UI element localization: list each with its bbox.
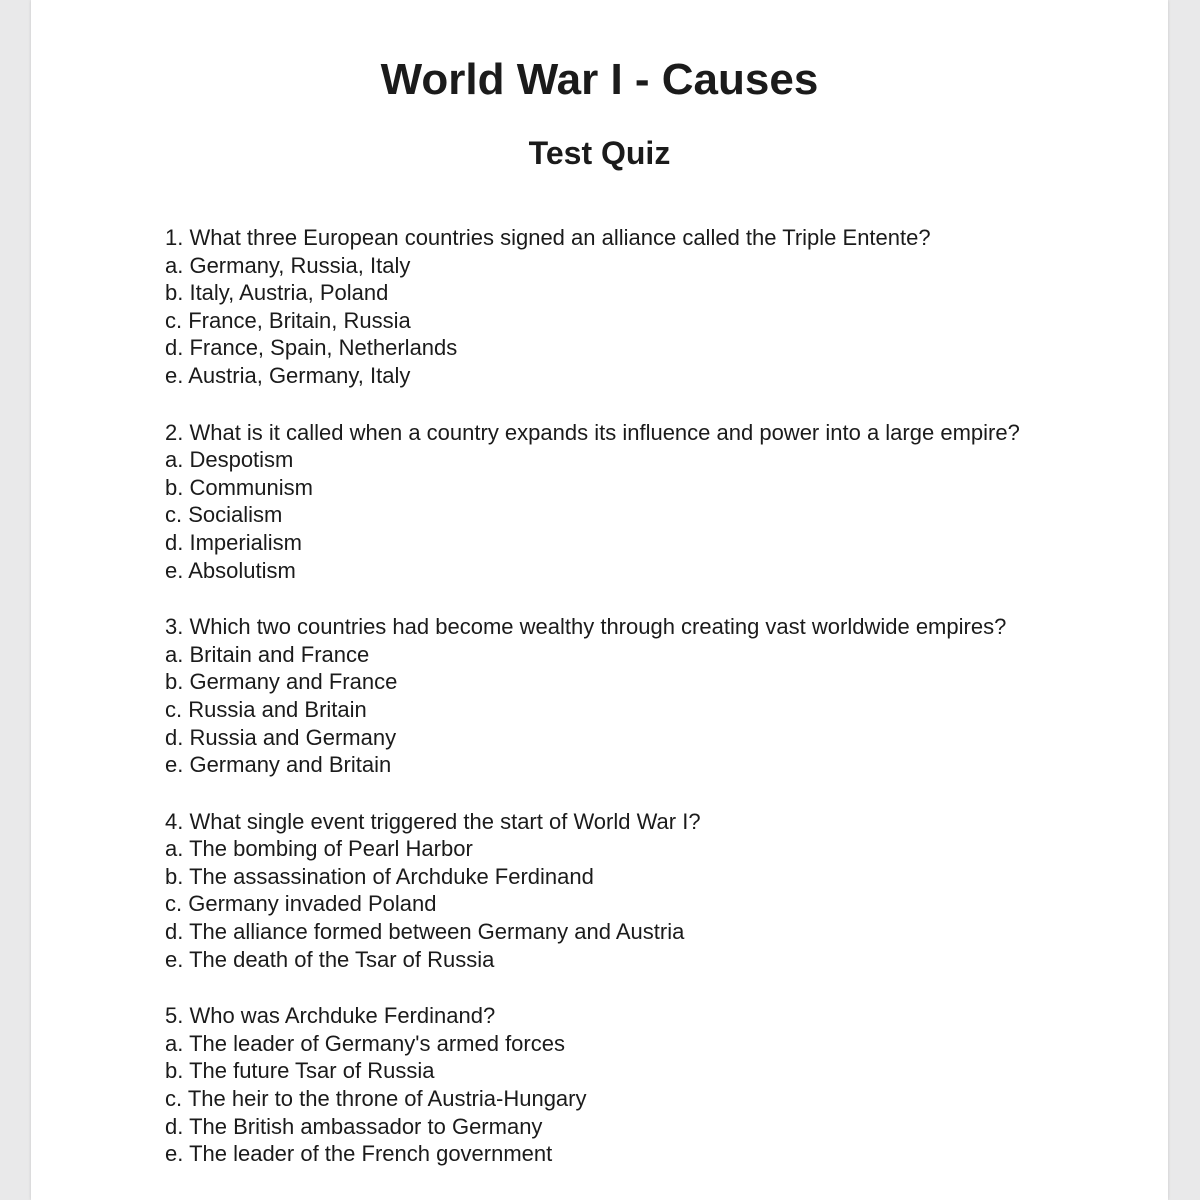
document-page [31, 0, 1168, 1200]
question-prompt: 2. What is it called when a country expands its influence and power into a large empire? [165, 419, 1020, 445]
answer-option: d. Russia and Germany [165, 724, 397, 750]
answer-option: e. Germany and Britain [165, 752, 392, 778]
page-title: World War I - Causes [380, 55, 819, 104]
answer-option: b. The future Tsar of Russia [165, 1058, 435, 1084]
answer-option: a. Germany, Russia, Italy [165, 252, 411, 278]
answer-option: a. Britain and France [165, 641, 370, 667]
answer-option: e. Absolutism [165, 557, 296, 583]
question-prompt: 3. Which two countries had become wealthy through creating vast worldwide empires? [165, 614, 1007, 640]
answer-option: e. The death of the Tsar of Russia [165, 946, 495, 972]
page-subtitle: Test Quiz [528, 135, 671, 171]
answer-option: a. Despotism [165, 447, 294, 473]
answer-option: c. The heir to the throne of Austria-Hungary [165, 1086, 587, 1112]
answer-option: d. Imperialism [165, 529, 302, 555]
answer-option: e. Austria, Germany, Italy [165, 362, 411, 388]
question-5 [165, 1002, 1125, 1168]
answer-option: c. Socialism [165, 502, 283, 528]
question-list [165, 224, 1125, 1197]
answer-option: d. The British ambassador to Germany [165, 1113, 543, 1139]
answer-option: c. France, Britain, Russia [165, 307, 411, 333]
answer-option: b. Communism [165, 474, 313, 500]
question-4 [165, 808, 1125, 974]
answer-option: c. Germany invaded Poland [165, 891, 437, 917]
answer-option: a. The leader of Germany's armed forces [165, 1030, 565, 1056]
answer-option: b. The assassination of Archduke Ferdinand [165, 863, 594, 889]
question-1 [165, 224, 1125, 390]
answer-option: e. The leader of the French government [165, 1141, 553, 1167]
answer-option: b. Germany and France [165, 669, 398, 695]
question-prompt: 4. What single event triggered the start of World War I? [165, 808, 701, 834]
answer-option: d. The alliance formed between Germany and Austria [165, 919, 685, 945]
question-2 [165, 419, 1125, 585]
question-3 [165, 613, 1125, 779]
answer-option: b. Italy, Austria, Poland [165, 280, 389, 306]
answer-option: c. Russia and Britain [165, 696, 367, 722]
answer-option: d. France, Spain, Netherlands [165, 335, 458, 361]
answer-option: a. The bombing of Pearl Harbor [165, 836, 473, 862]
question-prompt: 1. What three European countries signed an alliance called the Triple Entente? [165, 225, 931, 250]
question-prompt: 5. Who was Archduke Ferdinand? [165, 1003, 496, 1029]
